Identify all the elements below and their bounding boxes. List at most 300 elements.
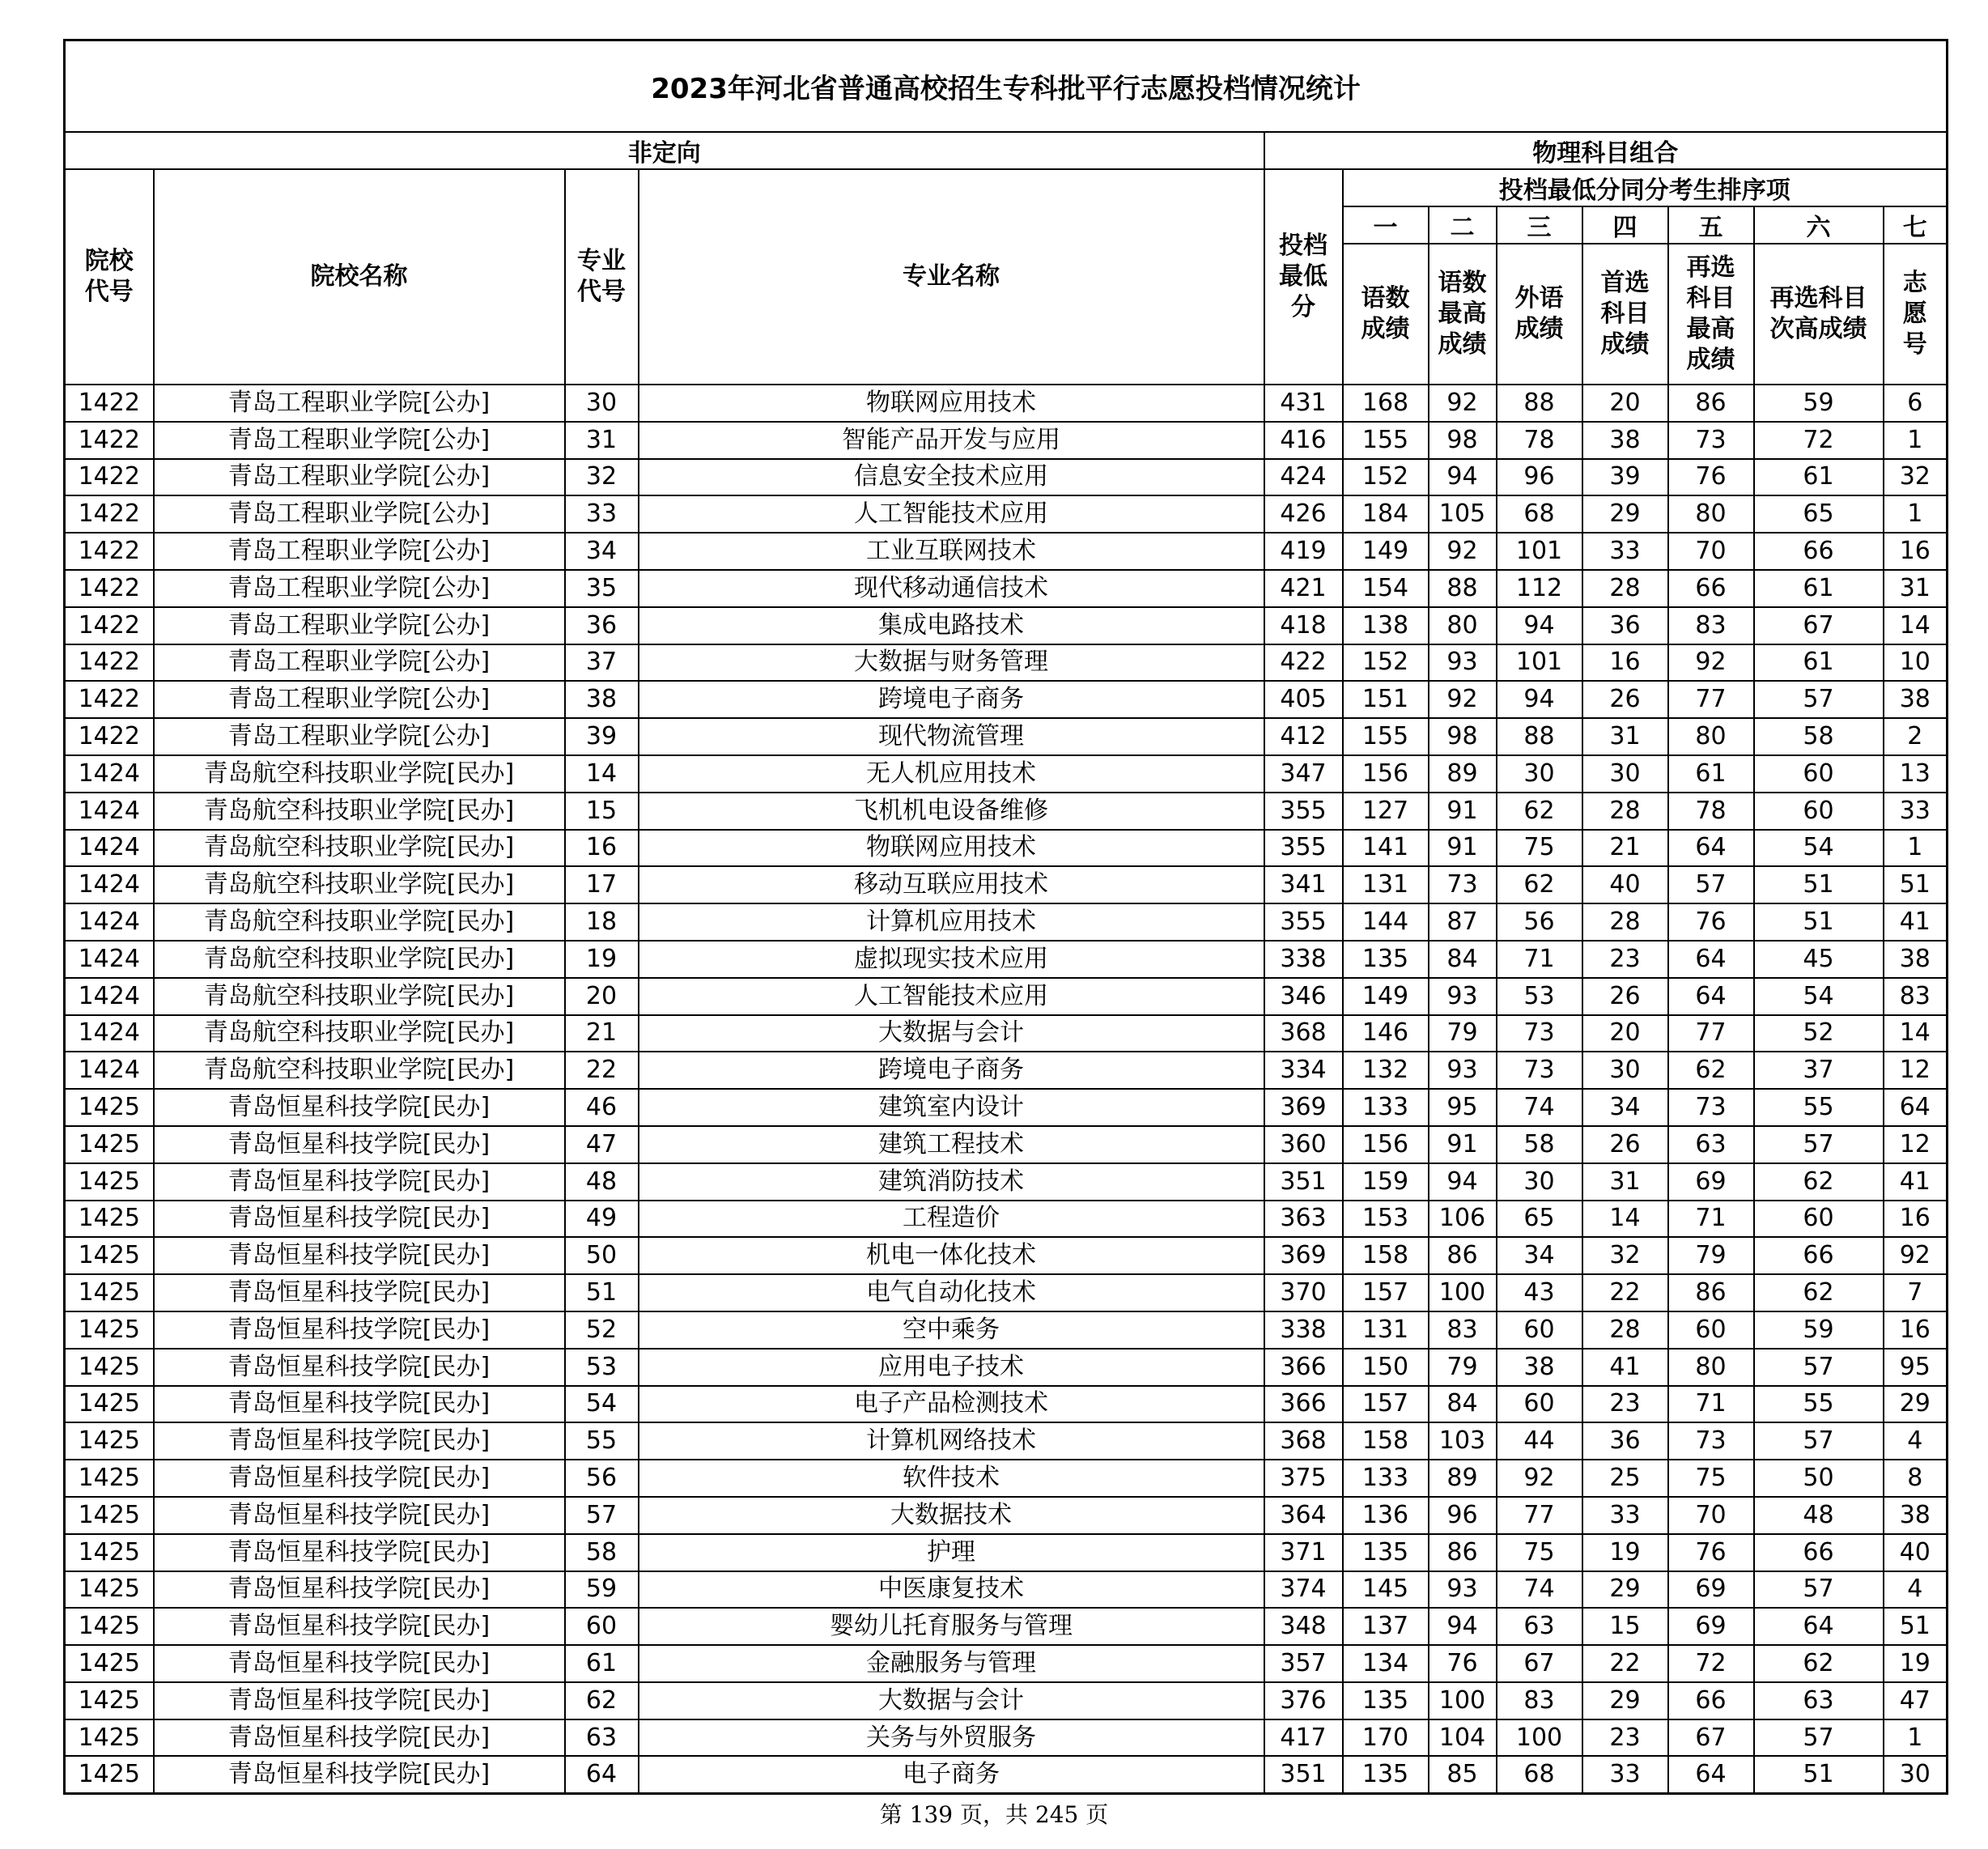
cell-chinese-math-max: 85: [1429, 1756, 1497, 1793]
cell-chinese-math-max: 94: [1429, 1608, 1497, 1645]
cell-preference-no: 51: [1884, 866, 1948, 903]
cell-second-subject-max: 86: [1668, 1274, 1754, 1311]
cell-first-subject: 23: [1582, 941, 1668, 978]
cell-school-name: 青岛航空科技职业学院[民办]: [154, 755, 565, 793]
cell-major-code: 33: [565, 495, 639, 533]
cell-second-subject-next: 54: [1754, 978, 1884, 1015]
cell-first-subject: 36: [1582, 607, 1668, 644]
cell-chinese-math: 184: [1343, 495, 1429, 533]
header-criteria-4: 首选科目成绩: [1582, 244, 1668, 385]
cell-second-subject-next: 62: [1754, 1163, 1884, 1201]
table-row: [65, 1015, 1948, 1052]
cell-second-subject-max: 64: [1668, 830, 1754, 867]
cell-chinese-math-max: 91: [1429, 1126, 1497, 1163]
table-row: [65, 459, 1948, 496]
cell-major-code: 34: [565, 533, 639, 570]
cell-min-score: 357: [1264, 1645, 1343, 1682]
table-row: [65, 1534, 1948, 1571]
cell-school-code: 1425: [65, 1163, 154, 1201]
cell-school-name: 青岛工程职业学院[公办]: [154, 459, 565, 496]
cell-min-score: 376: [1264, 1682, 1343, 1719]
cell-second-subject-max: 64: [1668, 1756, 1754, 1793]
header-rank-6: 六: [1754, 206, 1884, 244]
cell-major-name: 关务与外贸服务: [639, 1719, 1264, 1757]
table-row: [65, 1645, 1948, 1682]
cell-school-name: 青岛恒星科技学院[民办]: [154, 1719, 565, 1757]
cell-min-score: 366: [1264, 1386, 1343, 1423]
cell-chinese-math: 150: [1343, 1349, 1429, 1386]
table-row: [65, 1460, 1948, 1497]
cell-foreign-lang: 92: [1497, 1460, 1582, 1497]
cell-second-subject-max: 70: [1668, 1497, 1754, 1534]
cell-second-subject-max: 76: [1668, 459, 1754, 496]
cell-foreign-lang: 88: [1497, 718, 1582, 755]
cell-school-name: 青岛工程职业学院[公办]: [154, 681, 565, 718]
cell-major-name: 无人机应用技术: [639, 755, 1264, 793]
cell-preference-no: 12: [1884, 1126, 1948, 1163]
cell-major-name: 建筑室内设计: [639, 1089, 1264, 1126]
cell-second-subject-next: 60: [1754, 755, 1884, 793]
cell-major-code: 16: [565, 830, 639, 867]
group-header-physics: 物理科目组合: [1264, 132, 1948, 169]
cell-foreign-lang: 94: [1497, 607, 1582, 644]
cell-chinese-math: 155: [1343, 718, 1429, 755]
cell-chinese-math: 153: [1343, 1201, 1429, 1238]
cell-foreign-lang: 78: [1497, 422, 1582, 459]
cell-school-code: 1422: [65, 681, 154, 718]
cell-min-score: 360: [1264, 1126, 1343, 1163]
cell-foreign-lang: 96: [1497, 459, 1582, 496]
cell-second-subject-next: 37: [1754, 1052, 1884, 1089]
cell-chinese-math-max: 84: [1429, 1386, 1497, 1423]
cell-major-name: 跨境电子商务: [639, 1052, 1264, 1089]
cell-min-score: 355: [1264, 830, 1343, 867]
cell-school-code: 1425: [65, 1386, 154, 1423]
cell-foreign-lang: 30: [1497, 755, 1582, 793]
cell-preference-no: 95: [1884, 1349, 1948, 1386]
cell-major-name: 物联网应用技术: [639, 385, 1264, 422]
cell-second-subject-max: 80: [1668, 495, 1754, 533]
cell-foreign-lang: 60: [1497, 1386, 1582, 1423]
cell-foreign-lang: 101: [1497, 533, 1582, 570]
cell-school-code: 1425: [65, 1719, 154, 1757]
cell-foreign-lang: 73: [1497, 1052, 1582, 1089]
cell-school-name: 青岛恒星科技学院[民办]: [154, 1089, 565, 1126]
cell-school-name: 青岛恒星科技学院[民办]: [154, 1163, 565, 1201]
cell-chinese-math-max: 79: [1429, 1349, 1497, 1386]
cell-first-subject: 39: [1582, 459, 1668, 496]
cell-chinese-math-max: 84: [1429, 941, 1497, 978]
cell-school-code: 1422: [65, 718, 154, 755]
cell-major-code: 18: [565, 903, 639, 941]
cell-chinese-math: 135: [1343, 1682, 1429, 1719]
table-row: [65, 1274, 1948, 1311]
cell-second-subject-max: 62: [1668, 1052, 1754, 1089]
cell-foreign-lang: 56: [1497, 903, 1582, 941]
cell-first-subject: 28: [1582, 1311, 1668, 1349]
cell-school-code: 1424: [65, 978, 154, 1015]
cell-second-subject-max: 57: [1668, 866, 1754, 903]
cell-second-subject-next: 66: [1754, 1534, 1884, 1571]
cell-school-name: 青岛恒星科技学院[民办]: [154, 1237, 565, 1274]
cell-second-subject-next: 58: [1754, 718, 1884, 755]
cell-major-code: 17: [565, 866, 639, 903]
table-row: [65, 793, 1948, 830]
table-row: [65, 866, 1948, 903]
cell-school-code: 1425: [65, 1571, 154, 1609]
cell-major-name: 现代物流管理: [639, 718, 1264, 755]
cell-preference-no: 40: [1884, 1534, 1948, 1571]
cell-school-name: 青岛航空科技职业学院[民办]: [154, 903, 565, 941]
cell-chinese-math: 132: [1343, 1052, 1429, 1089]
table-row: [65, 644, 1948, 682]
cell-school-name: 青岛恒星科技学院[民办]: [154, 1608, 565, 1645]
cell-school-name: 青岛恒星科技学院[民办]: [154, 1422, 565, 1460]
header-rank-7: 七: [1884, 206, 1948, 244]
cell-school-code: 1424: [65, 1015, 154, 1052]
cell-second-subject-max: 64: [1668, 978, 1754, 1015]
cell-school-name: 青岛工程职业学院[公办]: [154, 718, 565, 755]
cell-first-subject: 20: [1582, 385, 1668, 422]
cell-major-code: 14: [565, 755, 639, 793]
cell-second-subject-max: 75: [1668, 1460, 1754, 1497]
cell-school-name: 青岛恒星科技学院[民办]: [154, 1126, 565, 1163]
cell-chinese-math-max: 93: [1429, 1571, 1497, 1609]
header-min-score: 投档最低分: [1264, 169, 1343, 385]
cell-chinese-math-max: 83: [1429, 1311, 1497, 1349]
cell-second-subject-next: 57: [1754, 1719, 1884, 1757]
cell-second-subject-next: 57: [1754, 1126, 1884, 1163]
cell-foreign-lang: 68: [1497, 495, 1582, 533]
cell-major-code: 35: [565, 570, 639, 607]
cell-major-code: 58: [565, 1534, 639, 1571]
cell-second-subject-max: 60: [1668, 1311, 1754, 1349]
cell-second-subject-next: 62: [1754, 1645, 1884, 1682]
cell-first-subject: 25: [1582, 1460, 1668, 1497]
cell-major-code: 54: [565, 1386, 639, 1423]
cell-school-name: 青岛恒星科技学院[民办]: [154, 1571, 565, 1609]
cell-major-name: 移动互联应用技术: [639, 866, 1264, 903]
cell-school-code: 1425: [65, 1645, 154, 1682]
cell-chinese-math-max: 94: [1429, 1163, 1497, 1201]
cell-preference-no: 32: [1884, 459, 1948, 496]
cell-major-name: 中医康复技术: [639, 1571, 1264, 1609]
cell-chinese-math-max: 95: [1429, 1089, 1497, 1126]
cell-major-name: 建筑消防技术: [639, 1163, 1264, 1201]
table-row: [65, 830, 1948, 867]
cell-major-code: 56: [565, 1460, 639, 1497]
cell-foreign-lang: 74: [1497, 1571, 1582, 1609]
cell-min-score: 417: [1264, 1719, 1343, 1757]
table-row: [65, 495, 1948, 533]
cell-school-code: 1425: [65, 1497, 154, 1534]
header-school-name: 院校名称: [154, 169, 565, 385]
cell-second-subject-max: 69: [1668, 1571, 1754, 1609]
cell-major-name: 电气自动化技术: [639, 1274, 1264, 1311]
cell-chinese-math-max: 98: [1429, 422, 1497, 459]
cell-preference-no: 1: [1884, 830, 1948, 867]
header-criteria-1: 语数成绩: [1343, 244, 1429, 385]
cell-second-subject-next: 51: [1754, 866, 1884, 903]
cell-school-code: 1424: [65, 755, 154, 793]
cell-first-subject: 33: [1582, 533, 1668, 570]
cell-preference-no: 38: [1884, 1497, 1948, 1534]
cell-preference-no: 14: [1884, 607, 1948, 644]
cell-school-name: 青岛恒星科技学院[民办]: [154, 1311, 565, 1349]
cell-school-name: 青岛恒星科技学院[民办]: [154, 1201, 565, 1238]
table-row: [65, 1756, 1948, 1793]
header-criteria-3: 外语成绩: [1497, 244, 1582, 385]
cell-min-score: 426: [1264, 495, 1343, 533]
cell-preference-no: 47: [1884, 1682, 1948, 1719]
cell-first-subject: 38: [1582, 422, 1668, 459]
cell-foreign-lang: 38: [1497, 1349, 1582, 1386]
cell-school-name: 青岛工程职业学院[公办]: [154, 533, 565, 570]
cell-min-score: 346: [1264, 978, 1343, 1015]
cell-foreign-lang: 65: [1497, 1201, 1582, 1238]
cell-major-code: 57: [565, 1497, 639, 1534]
cell-school-name: 青岛恒星科技学院[民办]: [154, 1534, 565, 1571]
cell-first-subject: 34: [1582, 1089, 1668, 1126]
cell-preference-no: 1: [1884, 495, 1948, 533]
cell-major-code: 21: [565, 1015, 639, 1052]
cell-major-name: 电子产品检测技术: [639, 1386, 1264, 1423]
cell-second-subject-max: 79: [1668, 1237, 1754, 1274]
cell-school-name: 青岛工程职业学院[公办]: [154, 385, 565, 422]
cell-first-subject: 15: [1582, 1608, 1668, 1645]
cell-second-subject-max: 71: [1668, 1386, 1754, 1423]
cell-school-name: 青岛工程职业学院[公办]: [154, 422, 565, 459]
cell-second-subject-next: 66: [1754, 1237, 1884, 1274]
cell-chinese-math-max: 98: [1429, 718, 1497, 755]
cell-second-subject-max: 71: [1668, 1201, 1754, 1238]
header-rank-4: 四: [1582, 206, 1668, 244]
cell-second-subject-next: 55: [1754, 1089, 1884, 1126]
cell-major-name: 计算机应用技术: [639, 903, 1264, 941]
cell-foreign-lang: 58: [1497, 1126, 1582, 1163]
cell-major-name: 空中乘务: [639, 1311, 1264, 1349]
cell-min-score: 369: [1264, 1089, 1343, 1126]
cell-min-score: 363: [1264, 1201, 1343, 1238]
cell-preference-no: 4: [1884, 1571, 1948, 1609]
cell-major-name: 机电一体化技术: [639, 1237, 1264, 1274]
cell-school-name: 青岛工程职业学院[公办]: [154, 495, 565, 533]
cell-chinese-math: 152: [1343, 644, 1429, 682]
cell-school-code: 1424: [65, 866, 154, 903]
cell-second-subject-max: 66: [1668, 1682, 1754, 1719]
header-rank-1: 一: [1343, 206, 1429, 244]
cell-second-subject-max: 73: [1668, 1089, 1754, 1126]
cell-preference-no: 38: [1884, 941, 1948, 978]
cell-school-name: 青岛恒星科技学院[民办]: [154, 1682, 565, 1719]
cell-school-name: 青岛工程职业学院[公办]: [154, 570, 565, 607]
cell-school-name: 青岛恒星科技学院[民办]: [154, 1349, 565, 1386]
cell-chinese-math-max: 96: [1429, 1497, 1497, 1534]
cell-major-name: 虚拟现实技术应用: [639, 941, 1264, 978]
cell-school-code: 1425: [65, 1237, 154, 1274]
cell-foreign-lang: 68: [1497, 1756, 1582, 1793]
cell-second-subject-next: 51: [1754, 903, 1884, 941]
table-row: [65, 1237, 1948, 1274]
cell-chinese-math: 159: [1343, 1163, 1429, 1201]
cell-min-score: 405: [1264, 681, 1343, 718]
header-criteria-5: 再选科目最高成绩: [1668, 244, 1754, 385]
cell-major-name: 电子商务: [639, 1756, 1264, 1793]
cell-first-subject: 21: [1582, 830, 1668, 867]
cell-second-subject-next: 59: [1754, 385, 1884, 422]
cell-foreign-lang: 83: [1497, 1682, 1582, 1719]
cell-first-subject: 30: [1582, 1052, 1668, 1089]
cell-first-subject: 30: [1582, 755, 1668, 793]
cell-second-subject-max: 77: [1668, 681, 1754, 718]
cell-min-score: 334: [1264, 1052, 1343, 1089]
cell-foreign-lang: 112: [1497, 570, 1582, 607]
cell-chinese-math: 149: [1343, 978, 1429, 1015]
cell-school-code: 1422: [65, 644, 154, 682]
cell-major-code: 49: [565, 1201, 639, 1238]
header-school-code: 院校代号: [65, 169, 154, 385]
cell-second-subject-max: 76: [1668, 903, 1754, 941]
cell-second-subject-max: 64: [1668, 941, 1754, 978]
cell-foreign-lang: 75: [1497, 1534, 1582, 1571]
header-tiebreak: 投档最低分同分考生排序项: [1343, 169, 1948, 206]
cell-min-score: 371: [1264, 1534, 1343, 1571]
cell-first-subject: 26: [1582, 1126, 1668, 1163]
cell-chinese-math-max: 86: [1429, 1237, 1497, 1274]
cell-major-name: 护理: [639, 1534, 1264, 1571]
cell-chinese-math-max: 100: [1429, 1274, 1497, 1311]
cell-first-subject: 28: [1582, 903, 1668, 941]
cell-chinese-math: 135: [1343, 941, 1429, 978]
table-row: [65, 422, 1948, 459]
cell-major-name: 现代移动通信技术: [639, 570, 1264, 607]
cell-major-code: 60: [565, 1608, 639, 1645]
cell-school-name: 青岛工程职业学院[公办]: [154, 607, 565, 644]
cell-school-name: 青岛恒星科技学院[民办]: [154, 1756, 565, 1793]
cell-chinese-math-max: 92: [1429, 681, 1497, 718]
cell-min-score: 368: [1264, 1015, 1343, 1052]
cell-preference-no: 14: [1884, 1015, 1948, 1052]
table-row: [65, 681, 1948, 718]
cell-major-name: 物联网应用技术: [639, 830, 1264, 867]
cell-school-code: 1425: [65, 1311, 154, 1349]
cell-chinese-math-max: 80: [1429, 607, 1497, 644]
cell-first-subject: 23: [1582, 1386, 1668, 1423]
cell-school-name: 青岛航空科技职业学院[民办]: [154, 941, 565, 978]
table-row: [65, 903, 1948, 941]
cell-chinese-math-max: 91: [1429, 793, 1497, 830]
table-row: [65, 1349, 1948, 1386]
cell-second-subject-next: 50: [1754, 1460, 1884, 1497]
cell-chinese-math-max: 94: [1429, 459, 1497, 496]
cell-chinese-math-max: 76: [1429, 1645, 1497, 1682]
cell-second-subject-next: 57: [1754, 1349, 1884, 1386]
table-row: [65, 1682, 1948, 1719]
cell-major-code: 38: [565, 681, 639, 718]
cell-min-score: 355: [1264, 903, 1343, 941]
cell-second-subject-next: 61: [1754, 644, 1884, 682]
cell-min-score: 338: [1264, 1311, 1343, 1349]
cell-school-name: 青岛恒星科技学院[民办]: [154, 1386, 565, 1423]
cell-preference-no: 41: [1884, 903, 1948, 941]
cell-first-subject: 41: [1582, 1349, 1668, 1386]
cell-school-name: 青岛航空科技职业学院[民办]: [154, 1052, 565, 1089]
cell-min-score: 424: [1264, 459, 1343, 496]
header-criteria-2: 语数最高成绩: [1429, 244, 1497, 385]
table-title: 2023年河北省普通高校招生专科批平行志愿投档情况统计: [65, 40, 1948, 133]
cell-second-subject-max: 61: [1668, 755, 1754, 793]
cell-min-score: 341: [1264, 866, 1343, 903]
cell-foreign-lang: 63: [1497, 1608, 1582, 1645]
cell-preference-no: 16: [1884, 1311, 1948, 1349]
cell-school-name: 青岛航空科技职业学院[民办]: [154, 978, 565, 1015]
cell-school-code: 1425: [65, 1756, 154, 1793]
table-row: [65, 607, 1948, 644]
cell-second-subject-next: 55: [1754, 1386, 1884, 1423]
cell-chinese-math-max: 86: [1429, 1534, 1497, 1571]
cell-chinese-math-max: 79: [1429, 1015, 1497, 1052]
cell-preference-no: 12: [1884, 1052, 1948, 1089]
cell-min-score: 419: [1264, 533, 1343, 570]
cell-foreign-lang: 101: [1497, 644, 1582, 682]
cell-major-name: 大数据技术: [639, 1497, 1264, 1534]
cell-first-subject: 33: [1582, 1497, 1668, 1534]
cell-school-code: 1425: [65, 1089, 154, 1126]
cell-foreign-lang: 43: [1497, 1274, 1582, 1311]
cell-school-code: 1424: [65, 793, 154, 830]
cell-major-name: 信息安全技术应用: [639, 459, 1264, 496]
header-rank-5: 五: [1668, 206, 1754, 244]
table-row: [65, 1052, 1948, 1089]
cell-chinese-math: 131: [1343, 866, 1429, 903]
cell-school-code: 1424: [65, 941, 154, 978]
cell-chinese-math-max: 93: [1429, 1052, 1497, 1089]
cell-chinese-math: 135: [1343, 1534, 1429, 1571]
cell-major-name: 大数据与财务管理: [639, 644, 1264, 682]
cell-foreign-lang: 34: [1497, 1237, 1582, 1274]
header-rank-3: 三: [1497, 206, 1582, 244]
cell-second-subject-next: 48: [1754, 1497, 1884, 1534]
cell-school-name: 青岛恒星科技学院[民办]: [154, 1645, 565, 1682]
cell-foreign-lang: 71: [1497, 941, 1582, 978]
page-footer: 第 139 页，共 245 页: [879, 1801, 1109, 1828]
table-row: [65, 1571, 1948, 1609]
cell-school-code: 1422: [65, 495, 154, 533]
cell-foreign-lang: 75: [1497, 830, 1582, 867]
cell-major-name: 婴幼儿托育服务与管理: [639, 1608, 1264, 1645]
table-row: [65, 533, 1948, 570]
cell-min-score: 351: [1264, 1163, 1343, 1201]
cell-major-code: 63: [565, 1719, 639, 1757]
cell-second-subject-max: 66: [1668, 570, 1754, 607]
cell-chinese-math-max: 91: [1429, 830, 1497, 867]
cell-second-subject-next: 61: [1754, 459, 1884, 496]
table-row: [65, 718, 1948, 755]
cell-foreign-lang: 62: [1497, 866, 1582, 903]
cell-school-code: 1425: [65, 1274, 154, 1311]
cell-second-subject-max: 83: [1668, 607, 1754, 644]
cell-second-subject-max: 76: [1668, 1534, 1754, 1571]
cell-first-subject: 40: [1582, 866, 1668, 903]
cell-chinese-math-max: 88: [1429, 570, 1497, 607]
cell-chinese-math: 157: [1343, 1274, 1429, 1311]
cell-school-code: 1424: [65, 1052, 154, 1089]
cell-second-subject-max: 86: [1668, 385, 1754, 422]
cell-chinese-math: 127: [1343, 793, 1429, 830]
cell-min-score: 348: [1264, 1608, 1343, 1645]
cell-major-code: 20: [565, 978, 639, 1015]
cell-chinese-math: 131: [1343, 1311, 1429, 1349]
